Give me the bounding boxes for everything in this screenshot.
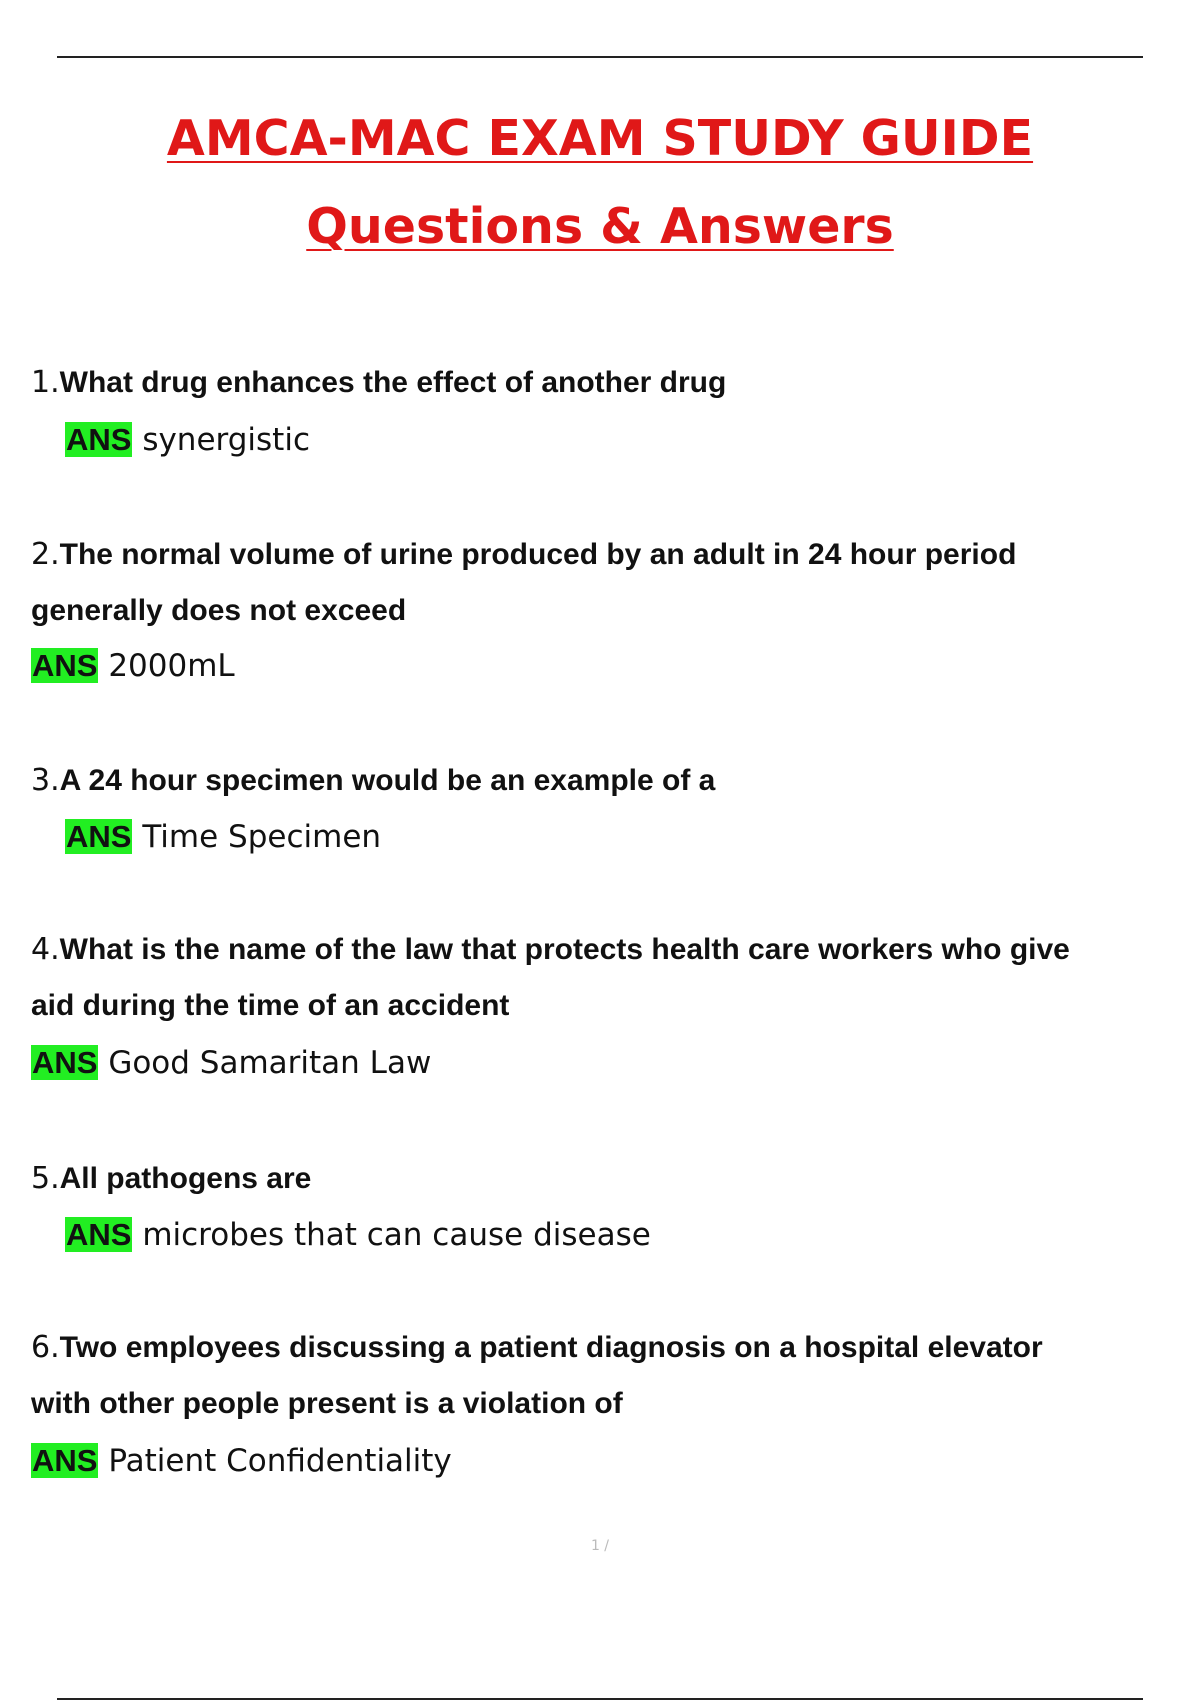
question-number: 1. [31, 365, 60, 400]
answer-tag: ANS [66, 1217, 132, 1252]
answer-text: Good Samaritan Law [108, 1045, 432, 1081]
answer-text: Time Specimen [142, 819, 382, 855]
answer-4 [31, 1043, 431, 1083]
question-text: A 24 hour specimen would be an example of a [59, 764, 716, 797]
answer-1 [65, 420, 310, 460]
question-6 [31, 1320, 1043, 1432]
answer-text: 2000mL [108, 648, 235, 684]
answer-6 [31, 1441, 452, 1481]
question-text-continued: aid during the time of an accident [31, 989, 510, 1022]
answer-text: synergistic [142, 422, 310, 458]
question-text: All pathogens are [59, 1162, 312, 1195]
answer-5 [65, 1215, 651, 1255]
question-5 [31, 1151, 311, 1207]
answer-text: microbes that can cause disease [142, 1217, 651, 1253]
question-number: 5. [31, 1161, 60, 1196]
question-number: 4. [31, 932, 60, 967]
answer-3 [65, 817, 381, 857]
question-4 [31, 922, 1070, 1034]
question-text: What drug enhances the effect of another drug [59, 366, 727, 399]
question-text-continued: with other people present is a violation of [31, 1387, 623, 1420]
question-3 [31, 753, 715, 809]
question-1 [31, 355, 726, 411]
answer-tag: ANS [66, 422, 132, 457]
answer-2 [31, 646, 235, 686]
question-text-continued: generally does not exceed [31, 594, 407, 627]
answer-text: Patient Confidentiality [108, 1443, 452, 1479]
answer-tag: ANS [32, 1045, 98, 1080]
question-text: Two employees discussing a patient diagnosis on a hospital elevator [59, 1331, 1043, 1364]
question-number: 2. [31, 537, 60, 572]
page-number: 1 / [590, 1538, 610, 1554]
answer-tag: ANS [32, 648, 98, 683]
answer-tag: ANS [32, 1443, 98, 1478]
question-number: 3. [31, 763, 60, 798]
document-title: AMCA-MAC EXAM STUDY GUIDE [166, 110, 1034, 167]
top-divider [57, 56, 1143, 58]
document-subtitle: Questions & Answers [306, 198, 894, 255]
question-text: The normal volume of urine produced by an adult in 24 hour period [59, 538, 1017, 571]
answer-tag: ANS [66, 819, 132, 854]
question-number: 6. [31, 1330, 60, 1365]
question-text: What is the name of the law that protects health care workers who give [59, 933, 1070, 966]
question-2 [31, 527, 1016, 639]
